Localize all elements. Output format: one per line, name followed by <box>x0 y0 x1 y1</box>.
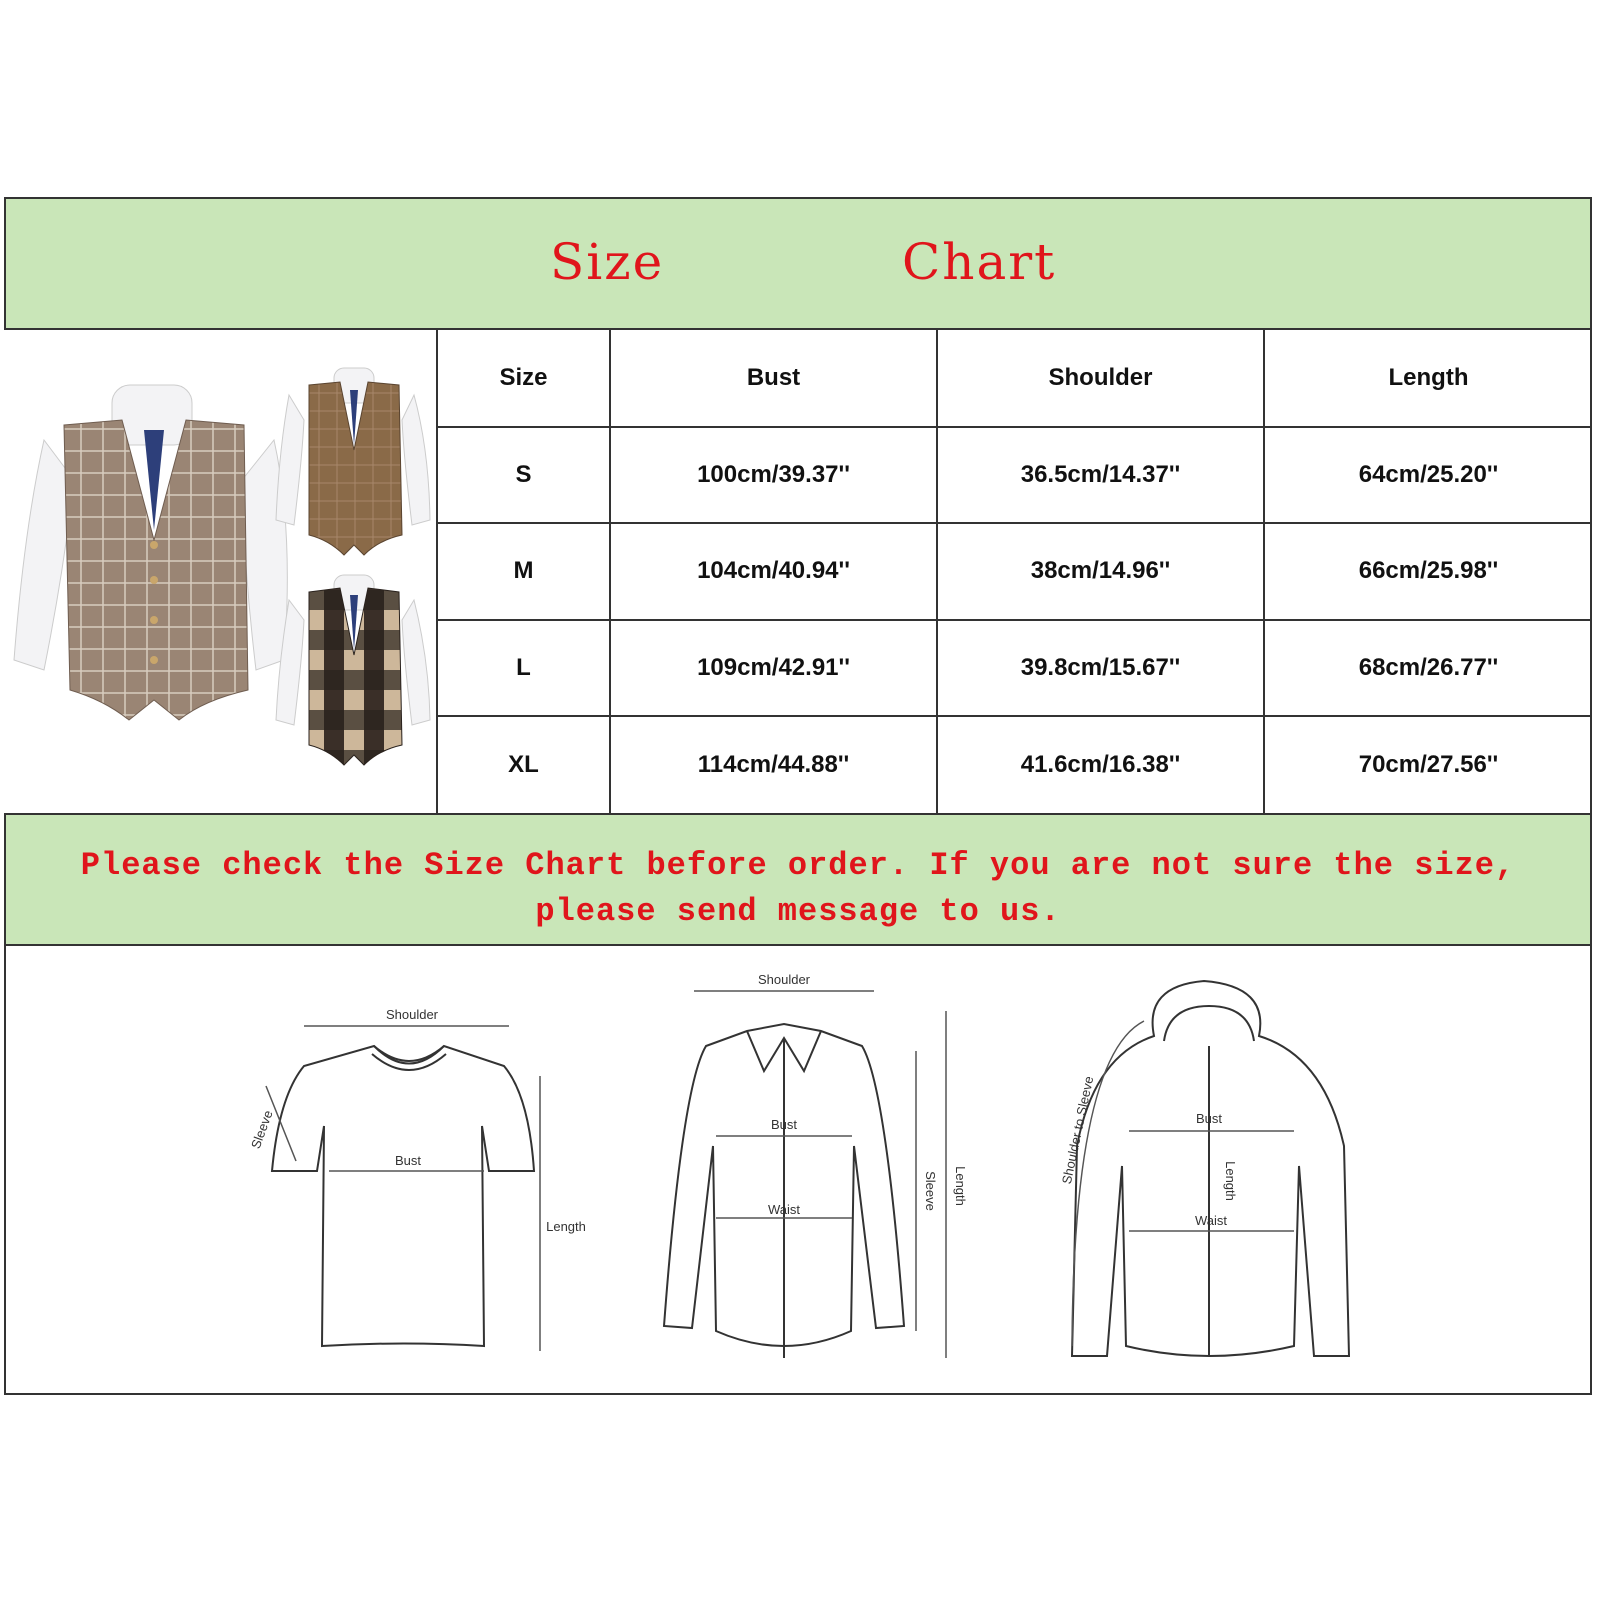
header-size: Size <box>438 330 610 427</box>
hoodie-shoulder-to-sleeve-label: Shoulder to Sleeve <box>1058 1074 1097 1186</box>
vest-small-plaid <box>276 575 430 765</box>
hoodie-waist-label: Waist <box>1194 1213 1228 1228</box>
notice-banner <box>4 813 1592 946</box>
vest-photos-image <box>4 330 436 813</box>
cell-bust: 109cm/42.91'' <box>610 620 937 717</box>
title-size: Size <box>550 233 665 291</box>
tshirt-length-label: Length <box>546 1219 586 1234</box>
header-bust: Bust <box>610 330 937 427</box>
notice-line-1: Please check the Size Chart before order. If you are not sure the size, <box>80 847 1516 884</box>
cell-length: 68cm/26.77'' <box>1264 620 1592 717</box>
size-table <box>438 330 1592 813</box>
hoodie-length-label: Length <box>1223 1161 1238 1201</box>
shirt-sleeve-label: Sleeve <box>923 1171 938 1211</box>
title-chart: Chart <box>902 233 1057 291</box>
shirt-length-label: Length <box>953 1166 968 1206</box>
cell-shoulder: 36.5cm/14.37'' <box>937 427 1264 524</box>
table-row <box>438 523 1592 620</box>
hoodie-bust-label: Bust <box>1195 1111 1223 1126</box>
cell-shoulder: 38cm/14.96'' <box>937 523 1264 620</box>
cell-bust: 114cm/44.88'' <box>610 716 937 813</box>
tshirt-bust-label: Bust <box>394 1153 422 1168</box>
header-shoulder: Shoulder <box>937 330 1264 427</box>
cell-length: 66cm/25.98'' <box>1264 523 1592 620</box>
header-length: Length <box>1264 330 1592 427</box>
cell-size: XL <box>438 716 610 813</box>
cell-shoulder: 39.8cm/15.67'' <box>937 620 1264 717</box>
table-header-row <box>438 330 1592 427</box>
notice-text <box>26 843 1570 935</box>
tshirt-shoulder-label: Shoulder <box>385 1007 439 1022</box>
hoodie-diagram <box>1059 981 1349 1356</box>
tshirt-diagram <box>248 1007 586 1351</box>
vest-large <box>14 385 287 720</box>
cell-length: 70cm/27.56'' <box>1264 716 1592 813</box>
title-banner <box>4 197 1592 330</box>
cell-size: S <box>438 427 610 524</box>
shirt-waist-label: Waist <box>767 1202 801 1217</box>
table-row <box>438 427 1592 524</box>
shirt-shoulder-label: Shoulder <box>757 972 811 987</box>
vest-small-brown <box>276 368 430 555</box>
cell-length: 64cm/25.20'' <box>1264 427 1592 524</box>
cell-size: M <box>438 523 610 620</box>
measurement-diagrams <box>4 946 1592 1395</box>
table-row <box>438 716 1592 813</box>
cell-size: L <box>438 620 610 717</box>
tshirt-sleeve-label: Sleeve <box>247 1108 276 1151</box>
table-row <box>438 620 1592 717</box>
product-photos <box>4 330 438 813</box>
shirt-diagram <box>664 972 968 1358</box>
cell-bust: 104cm/40.94'' <box>610 523 937 620</box>
shirt-bust-label: Bust <box>770 1117 798 1132</box>
notice-line-2: please send message to us. <box>535 893 1061 930</box>
cell-bust: 100cm/39.37'' <box>610 427 937 524</box>
cell-shoulder: 41.6cm/16.38'' <box>937 716 1264 813</box>
